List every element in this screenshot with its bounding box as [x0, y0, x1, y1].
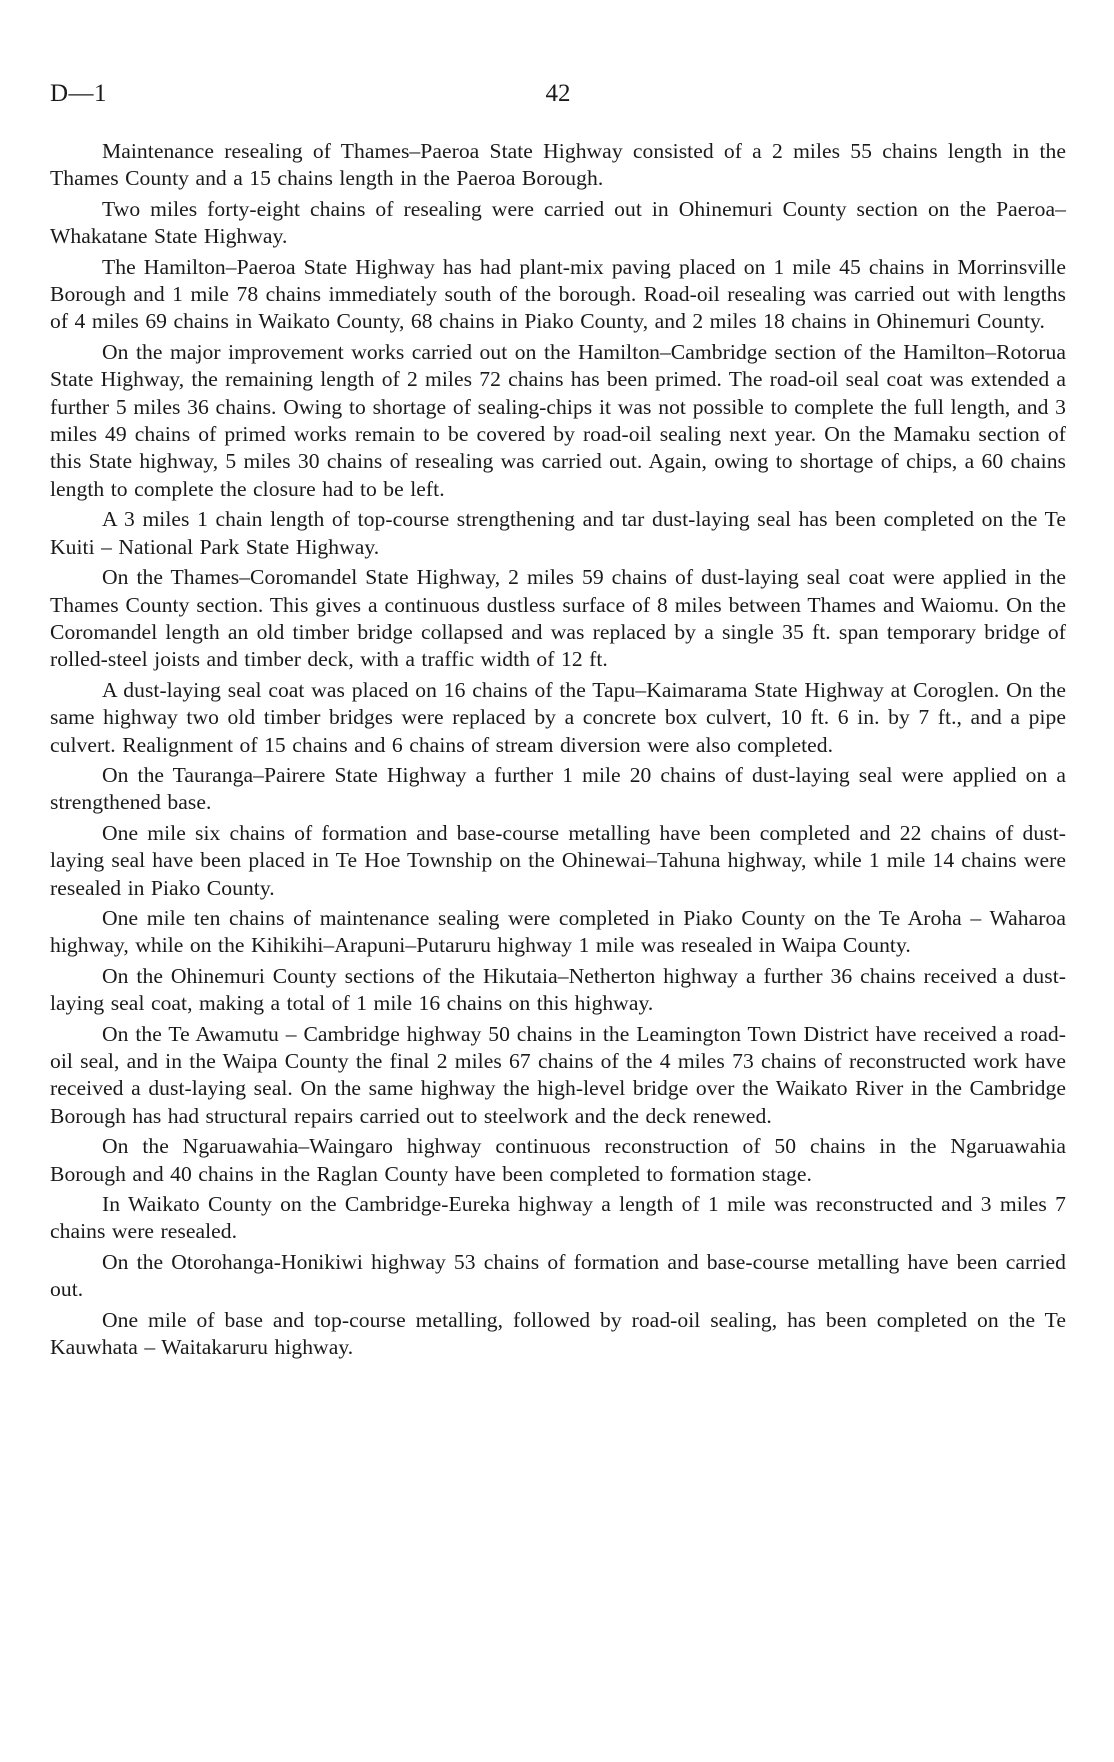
paragraph-tauranga-pairere: On the Tauranga–Pairere State Highway a further 1 mile 20 chains of dust-laying seal were applied on a strengthened base.	[50, 762, 1066, 815]
paragraph-te-awamutu-cambridge: On the Te Awamutu – Cambridge highway 50 chains in the Leamington Town District have received a road-oil seal, and in the Waipa County the final 2 miles 67 chains of the 4 miles 73 chains of reconstructed work have received a dust-laying seal. On the same highway the high-level bridge over the Waikato River in the Cambridge Borough has had structural repairs carried out to steelwork and the deck renewed.	[50, 1021, 1066, 1128]
paragraph-hamilton-cambridge: On the major improvement works carried out on the Hamilton–Cambridge section of the Hamilton–Rotorua State Highway, the remaining length of 2 miles 72 chains has been primed. The road-oil seal coat was extended a further 5 miles 36 chains. Owing to shortage of sealing-chips it was not possible to complete the full length, and 3 miles 49 chains of primed works remain to be covered by road-oil sealing next year. On the Mamaku section of this State highway, 5 miles 30 chains of resealing was carried out. Again, owing to shortage of chips, a 60 chains length to complete the closure had to be left.	[50, 339, 1066, 501]
paragraph-ngaruawahia-waingaro: On the Ngaruawahia–Waingaro highway continuous reconstruction of 50 chains in the Ngaruawahia Borough and 40 chains in the Raglan County have been completed to formation stage.	[50, 1134, 1066, 1186]
paragraph-tapu-kaimarama: A dust-laying seal coat was placed on 16 chains of the Tapu–Kaimarama State Highway at Coroglen. On the same highway two old timber bridges were replaced by a concrete box culvert, 10 ft. 6 in. by 7 ft., and a pipe culvert. Realignment of 15 chains and 6 chains of stream diversion were also completed.	[50, 677, 1066, 757]
body-text	[50, 138, 1066, 1364]
paragraph-te-kuiti-national-park: A 3 miles 1 chain length of top-course strengthening and tar dust-laying seal has been completed on the Te Kuiti – National Park State Highway.	[50, 507, 1066, 559]
paragraph-hikutaia-netherton: On the Ohinemuri County sections of the Hikutaia–Netherton highway a further 36 chains received a dust-laying seal coat, making a total of 1 mile 16 chains on this highway.	[50, 963, 1066, 1016]
paragraph-te-aroha-waharoa: One mile ten chains of maintenance sealing were completed in Piako County on the Te Aroha – Waharoa highway, while on the Kihikihi–Arapuni–Putaruru highway 1 mile was resealed in Waipa County.	[50, 905, 1066, 958]
paragraph-thames-coromandel: On the Thames–Coromandel State Highway, 2 miles 59 chains of dust-laying seal coat were applied in the Thames County section. This gives a continuous dustless surface of 8 miles between Thames and Waiomu. On the Coromandel length an old timber bridge collapsed and was replaced by a single 35 ft. span temporary bridge of rolled-steel joists and timber deck, with a traffic width of 12 ft.	[50, 565, 1066, 672]
paragraph-thames-paeroa: Maintenance resealing of Thames–Paeroa State Highway consisted of a 2 miles 55 chains length in the Thames County and a 15 chains length in the Paeroa Borough.	[50, 139, 1066, 191]
paragraph-te-kauwhata-waitakaruru: One mile of base and top-course metalling, followed by road-oil sealing, has been completed on the Te Kauwhata – Waitakaruru highway.	[50, 1307, 1066, 1360]
document-reference: D—1	[50, 80, 108, 107]
page-number: 42	[545, 80, 571, 107]
paragraph-cambridge-eureka: In Waikato County on the Cambridge-Eureka highway a length of 1 mile was reconstructed and 3 miles 7 chains were resealed.	[50, 1192, 1066, 1244]
running-head	[50, 80, 1066, 114]
paragraph-otorohanga-honikiwi: On the Otorohanga-Honikiwi highway 53 chains of formation and base-course metalling have been carried out.	[50, 1249, 1066, 1302]
paragraph-hamilton-paeroa: The Hamilton–Paeroa State Highway has had plant-mix paving placed on 1 mile 45 chains in Morrinsville Borough and 1 mile 78 chains immediately south of the borough. Road-oil resealing was carried out with lengths of 4 miles 69 chains in Waikato County, 68 chains in Piako County, and 2 miles 18 chains in Ohinemuri County.	[50, 254, 1066, 334]
paragraph-ohinewai-tahuna: One mile six chains of formation and base-course metalling have been completed and 22 chains of dust-laying seal have been placed in Te Hoe Township on the Ohinewai–Tahuna highway, while 1 mile 14 chains were resealed in Piako County.	[50, 820, 1066, 900]
paragraph-paeroa-whakatane: Two miles forty-eight chains of resealing were carried out in Ohinemuri County section on the Paeroa–Whakatane State Highway.	[50, 196, 1066, 249]
